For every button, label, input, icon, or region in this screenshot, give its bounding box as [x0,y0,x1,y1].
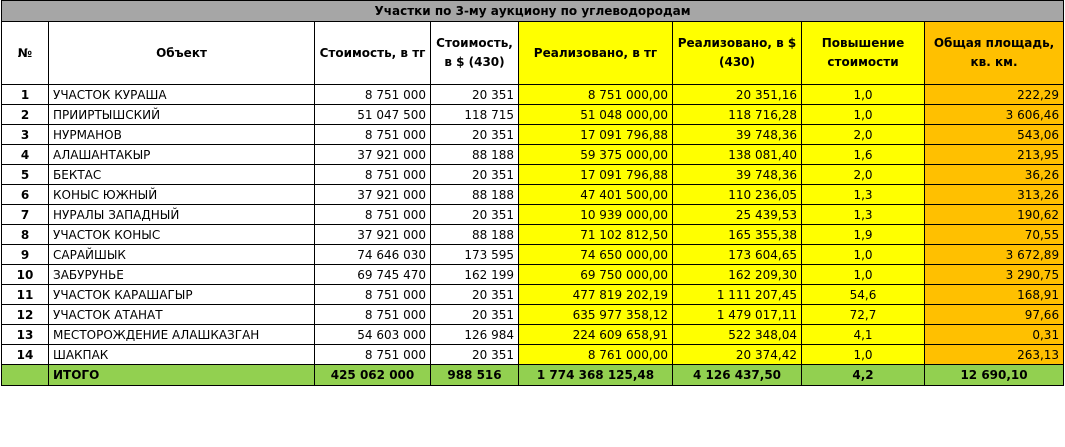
cell-increase: 1,0 [802,245,925,265]
cell-increase: 54,6 [802,285,925,305]
cell-object: УЧАСТОК АТАНАТ [49,305,315,325]
cell-realized-tg: 71 102 812,50 [519,225,673,245]
cell-cost-tg: 54 603 000 [315,325,431,345]
auction-table [1,0,1064,386]
total-cost-tg: 425 062 000 [315,365,431,386]
cell-cost-usd: 20 351 [431,125,519,145]
cell-realized-tg: 51 048 000,00 [519,105,673,125]
cell-cost-tg: 8 751 000 [315,85,431,105]
cell-cost-usd: 173 595 [431,245,519,265]
cell-object: САРАЙШЫК [49,245,315,265]
total-cost-usd: 988 516 [431,365,519,386]
cell-realized-usd: 1 111 207,45 [673,285,802,305]
cell-area: 70,55 [925,225,1064,245]
cell-cost-usd: 20 351 [431,345,519,365]
cell-area: 263,13 [925,345,1064,365]
cell-object: БЕКТАС [49,165,315,185]
cell-object: НУРАЛЫ ЗАПАДНЫЙ [49,205,315,225]
cell-realized-usd: 1 479 017,11 [673,305,802,325]
cell-realized-usd: 20 374,42 [673,345,802,365]
cell-realized-tg: 8 761 000,00 [519,345,673,365]
cell-increase: 1,3 [802,205,925,225]
header-area: Общая площадь, кв. км. [925,22,1064,85]
cell-cost-usd: 162 199 [431,265,519,285]
header-increase: Повышение стоимости [802,22,925,85]
cell-increase: 1,9 [802,225,925,245]
cell-realized-usd: 20 351,16 [673,85,802,105]
table-row [2,145,1064,165]
cell-cost-tg: 8 751 000 [315,305,431,325]
cell-object: УЧАСТОК КУРАША [49,85,315,105]
table-row [2,165,1064,185]
cell-realized-tg: 8 751 000,00 [519,85,673,105]
cell-area: 0,31 [925,325,1064,345]
cell-realized-tg: 47 401 500,00 [519,185,673,205]
cell-realized-tg: 224 609 658,91 [519,325,673,345]
cell-increase: 1,3 [802,185,925,205]
header-realized-usd: Реализовано, в $ (430) [673,22,802,85]
table-row [2,185,1064,205]
cell-cost-tg: 37 921 000 [315,185,431,205]
cell-cost-tg: 37 921 000 [315,225,431,245]
cell-num: 4 [2,145,49,165]
cell-object: УЧАСТОК КОНЫС [49,225,315,245]
title-row [2,1,1064,22]
header-cost-usd: Стоимость, в $ (430) [431,22,519,85]
table-row [2,305,1064,325]
cell-realized-usd: 39 748,36 [673,125,802,145]
cell-area: 543,06 [925,125,1064,145]
cell-cost-usd: 88 188 [431,185,519,205]
table-row [2,125,1064,145]
cell-cost-tg: 69 745 470 [315,265,431,285]
table-row [2,85,1064,105]
cell-object: ШАКПАК [49,345,315,365]
cell-area: 222,29 [925,85,1064,105]
cell-area: 190,62 [925,205,1064,225]
cell-object: АЛАШАНТАКЫР [49,145,315,165]
cell-cost-usd: 20 351 [431,165,519,185]
total-realized-tg: 1 774 368 125,48 [519,365,673,386]
cell-area: 3 290,75 [925,265,1064,285]
cell-increase: 1,0 [802,345,925,365]
cell-num: 10 [2,265,49,285]
total-increase: 4,2 [802,365,925,386]
cell-increase: 4,1 [802,325,925,345]
cell-cost-usd: 118 715 [431,105,519,125]
table-row [2,345,1064,365]
cell-num: 3 [2,125,49,145]
cell-cost-tg: 8 751 000 [315,345,431,365]
cell-object: НУРМАНОВ [49,125,315,145]
cell-num: 8 [2,225,49,245]
cell-area: 168,91 [925,285,1064,305]
cell-cost-usd: 126 984 [431,325,519,345]
cell-object: МЕСТОРОЖДЕНИЕ АЛАШКАЗГАН [49,325,315,345]
cell-realized-usd: 39 748,36 [673,165,802,185]
table-row [2,265,1064,285]
cell-object: КОНЫС ЮЖНЫЙ [49,185,315,205]
cell-realized-usd: 165 355,38 [673,225,802,245]
cell-cost-usd: 20 351 [431,305,519,325]
cell-realized-usd: 162 209,30 [673,265,802,285]
cell-realized-tg: 17 091 796,88 [519,125,673,145]
total-area: 12 690,10 [925,365,1064,386]
cell-cost-tg: 8 751 000 [315,285,431,305]
cell-realized-tg: 69 750 000,00 [519,265,673,285]
cell-object: ПРИИРТЫШСКИЙ [49,105,315,125]
cell-increase: 72,7 [802,305,925,325]
total-label: ИТОГО [49,365,315,386]
cell-realized-tg: 477 819 202,19 [519,285,673,305]
cell-realized-usd: 118 716,28 [673,105,802,125]
header-cost-tg: Стоимость, в тг [315,22,431,85]
cell-num: 12 [2,305,49,325]
cell-num: 11 [2,285,49,305]
cell-cost-tg: 8 751 000 [315,125,431,145]
cell-cost-tg: 74 646 030 [315,245,431,265]
cell-cost-usd: 88 188 [431,225,519,245]
cell-num: 6 [2,185,49,205]
cell-object: УЧАСТОК КАРАШАГЫР [49,285,315,305]
table-row [2,205,1064,225]
total-row [2,365,1064,386]
cell-realized-tg: 10 939 000,00 [519,205,673,225]
cell-num: 7 [2,205,49,225]
cell-area: 36,26 [925,165,1064,185]
table-row [2,225,1064,245]
cell-area: 3 672,89 [925,245,1064,265]
cell-num: 13 [2,325,49,345]
table-title: Участки по 3-му аукциону по углеводородам [2,1,1064,22]
cell-cost-usd: 88 188 [431,145,519,165]
cell-num: 1 [2,85,49,105]
table-row [2,105,1064,125]
cell-realized-usd: 110 236,05 [673,185,802,205]
cell-area: 213,95 [925,145,1064,165]
cell-cost-usd: 20 351 [431,205,519,225]
cell-increase: 1,6 [802,145,925,165]
cell-realized-usd: 138 081,40 [673,145,802,165]
cell-realized-usd: 522 348,04 [673,325,802,345]
table-row [2,245,1064,265]
cell-cost-tg: 8 751 000 [315,165,431,185]
total-realized-usd: 4 126 437,50 [673,365,802,386]
cell-realized-tg: 17 091 796,88 [519,165,673,185]
header-realized-tg: Реализовано, в тг [519,22,673,85]
cell-cost-usd: 20 351 [431,85,519,105]
total-num [2,365,49,386]
cell-increase: 2,0 [802,165,925,185]
cell-area: 97,66 [925,305,1064,325]
table-row [2,325,1064,345]
cell-realized-tg: 635 977 358,12 [519,305,673,325]
cell-area: 3 606,46 [925,105,1064,125]
header-num: № [2,22,49,85]
cell-increase: 1,0 [802,85,925,105]
header-row [2,22,1064,85]
cell-num: 5 [2,165,49,185]
cell-increase: 2,0 [802,125,925,145]
cell-object: ЗАБУРУНЬЕ [49,265,315,285]
table-row [2,285,1064,305]
cell-num: 14 [2,345,49,365]
cell-area: 313,26 [925,185,1064,205]
cell-realized-tg: 74 650 000,00 [519,245,673,265]
cell-cost-usd: 20 351 [431,285,519,305]
cell-num: 9 [2,245,49,265]
cell-realized-tg: 59 375 000,00 [519,145,673,165]
cell-increase: 1,0 [802,265,925,285]
cell-increase: 1,0 [802,105,925,125]
cell-cost-tg: 37 921 000 [315,145,431,165]
cell-realized-usd: 25 439,53 [673,205,802,225]
cell-realized-usd: 173 604,65 [673,245,802,265]
cell-num: 2 [2,105,49,125]
header-object: Объект [49,22,315,85]
cell-cost-tg: 8 751 000 [315,205,431,225]
cell-cost-tg: 51 047 500 [315,105,431,125]
